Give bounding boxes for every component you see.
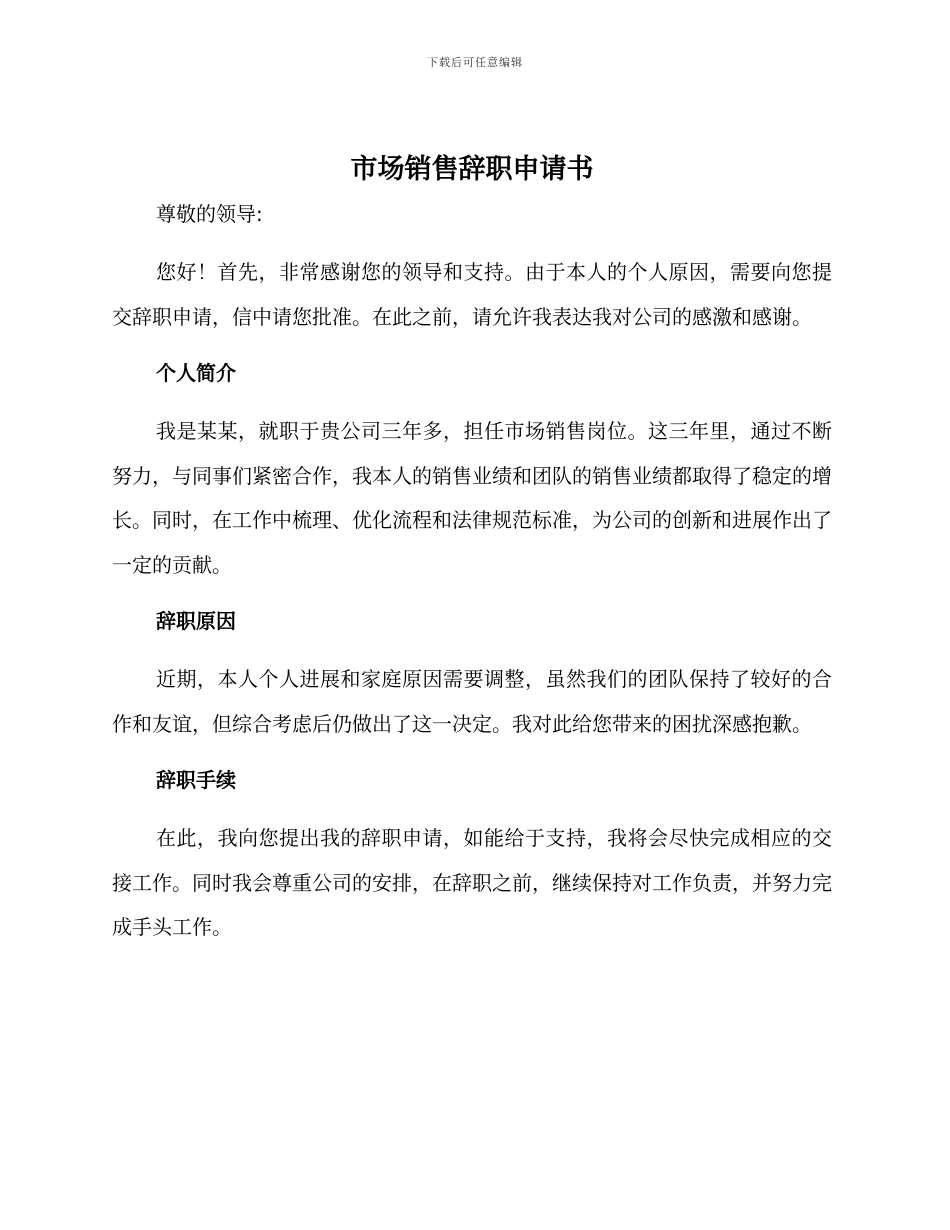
document-body xyxy=(112,148,832,950)
section-heading: 辞职手续 xyxy=(156,768,236,792)
document-title: 市场销售辞职申请书 xyxy=(350,154,594,185)
section-heading: 辞职原因 xyxy=(156,609,236,633)
section-body: 近期，本人个人进展和家庭原因需要调整，虽然我们的团队保持了较好的合作和友谊，但综合考虑后仍做出了这一决定。我对此给您带来的困扰深感抱歉。 xyxy=(112,667,832,736)
header-note: 下载后可任意编辑 xyxy=(427,56,523,69)
section-body: 我是某某，就职于贵公司三年多，担任市场销售岗位。这三年里，通过不断努力，与同事们紧密合作，我本人的销售业绩和团队的销售业绩都取得了稳定的增长。同时，在工作中梳理、优化流程和法律规范标准，为公司的创新和进展作出了一定的贡献。 xyxy=(112,419,832,577)
intro-paragraph: 您好！首先，非常感谢您的领导和支持。由于本人的个人原因，需要向您提交辞职申请，信中请您批准。在此之前，请允许我表达我对公司的感激和感谢。 xyxy=(112,260,832,329)
section-body: 在此，我向您提出我的辞职申请，如能给于支持，我将会尽快完成相应的交接工作。同时我会尊重公司的安排，在辞职之前，继续保持对工作负责，并努力完成手头工作。 xyxy=(112,826,832,939)
section-heading: 个人简介 xyxy=(156,361,236,385)
salutation: 尊敬的领导: xyxy=(156,202,263,226)
section-resignation-procedure xyxy=(112,760,832,950)
section-resignation-reason xyxy=(112,601,832,746)
section-personal-profile xyxy=(112,353,832,587)
